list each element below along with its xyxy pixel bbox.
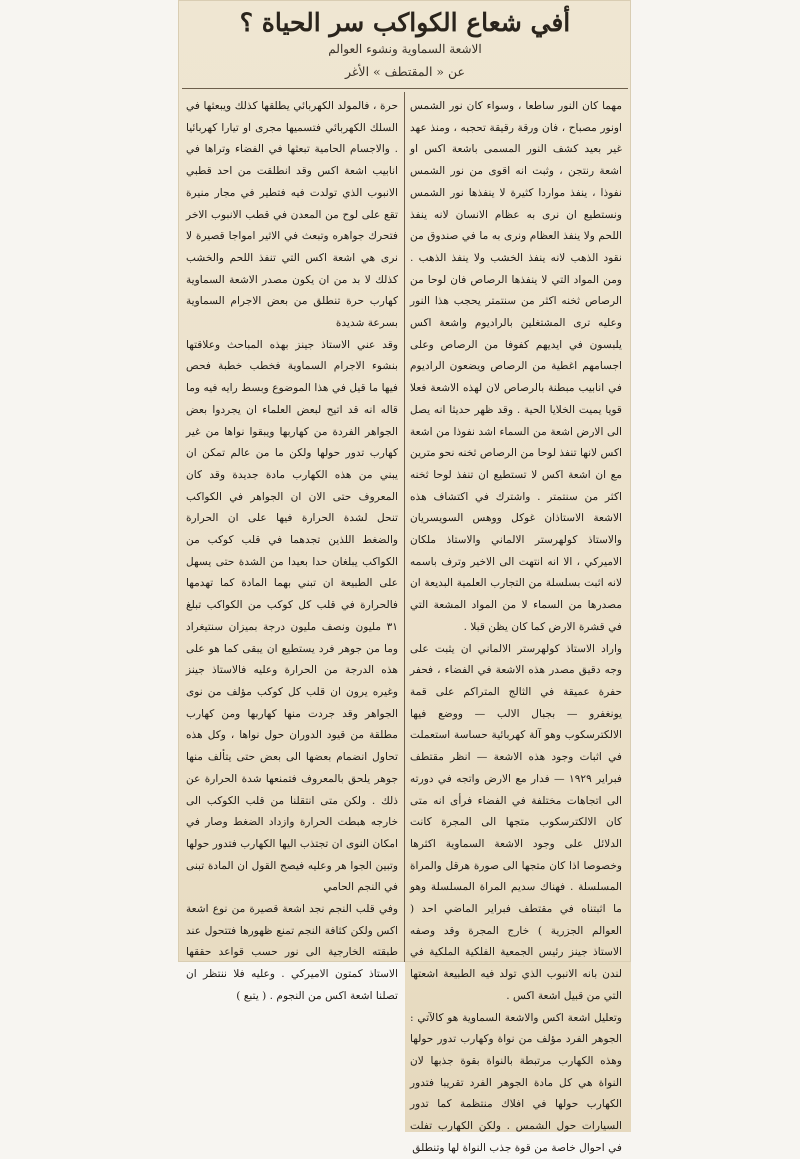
paragraph: مهما كان النور ساطعا ، وسواء كان نور الشمس اونور مصباح ، فان ورقة رقيقة تحجبه ، ومنذ عهد غير بعيد كشف النور المسمى باشعة اكس او اشعة رنتجن ، وثبت انه اقوى من نور الشمس نفوذا ، ينفذ مواردا كثيرة لا ينفذها نور الشمس ونستطيع ان نرى به عظام الانسان لانه ينفذ اللحم ولا ينفذ العظام ونرى به ما في صندوق من نقود الذهب لانه ينفذ الخشب ولا ينفذ الذهب . ومن المواد التي لا ينفذها الرصاص فان لوحا من الرصاص ثخنه اكثر من سنتمتر يحجب هذا النور وعليه ترى المشتغلين بالراديوم واشعة اكس يلبسون في ايديهم كفوفا من الرصاص وعلى اجسامهم اغطية من الرصاص ويضعون الراديوم في انابيب مبطنة بالرصاص لان لهذه الاشعة فعلا قويا يميت الخلايا الحية . وقد ظهر حديثا انه يصل الى الارض اشعة من السماء اشد نفوذا من اشعة اكس لانها تنفذ لوحا من الرصاص ثخنه نحو مترين مع ان اشعة اكس لا تستطيع ان تنفذ لوحا ثخنه اكثر من سنتمتر . واشترك في اكتشاف هذه الاشعة الاستاذان غوكل ووهس السويسريان والاستاذ كولهرستر الالماني والاستاذ ملكان الاميركي ، الا انه انتهت الى الاخير وترف باسمه لانه اثبت بسلسلة من التجارب العلمية البديعة ان مصدرها من السماء لا من المواد المشعة التي في قشرة الارض كما كان يظن قبلا . [410,100,622,633]
article-subtitle: الاشعة السماوية ونشوء العوالم [328,42,482,56]
article-source: عن « المقتطف » الأغر [345,64,465,79]
article-title: أفي شعاع الكواكب سر الحياة ؟ [239,8,571,37]
header-divider [182,88,628,89]
paragraph: واراد الاستاذ كولهرستر الالماني ان يثبت على وجه دقيق مصدر هذه الاشعة في الفضاء ، فحفر حفرة عميقة في الثالج المتراكم على قمة يونغفرو — بجبال الالب — ووضع فيها الالكترسكوب وهو آلة كهربائية حساسة استعملت في اثبات وجود هذه الاشعة — انظر مقتطف فبراير ١٩٢٩ — فدار مع الارض واتجه في دورته الى اتجاهات مختلفة في الفضاء فرأى انه متى كان الالكترسكوب متجها الى المجرة كانت الدلائل على وجود الاشعة السماوية اكثرها وخصوصا اذا كان متجها الى صورة هرقل والمراة المسلسلة . فهناك سديم المراة المسلسلة وهو ما اثبتناه في مقتطف فبراير الماضي احد ( العوالم الجزرية ) خارج المجرة وقد وصفه الاستاذ جينز رئيس الجمعية الفلكية الملكية في لندن بانه الانبوب الذي تولد فيه الطبيعة اشعتها التي من قبيل اشعة اكس . [410,642,622,1002]
article-column-left [186,96,398,1008]
paragraph: حرة ، فالمولد الكهربائي يطلقها كذلك ويبعثها في السلك الكهربائي فتسميها مجرى او تيارا كهربائيا . والاجسام الحامية تبعثها في الفضاء وتراها في انابيب اشعة اكس وقد انطلقت من احد قطبي الانبوب الذي تولدت فيه فتطير في مجار منيرة تقع على لوح من المعدن في قطب الانبوب الاخر فتحرك جواهره وتبعث في الاثير امواجا قصيرة لا نرى هي اشعة اكس التي تنفذ اللحم والخشب كذلك لا بد من ان يكون مصدر الاشعة السماوية كهارب حرة تنطلق من بعض الاجرام السماوية بسرعة شديدة [186,100,398,330]
paragraph: وتعليل اشعة اكس والاشعة السماوية هو كالآتي : الجوهر الفرد مؤلف من نواة وكهارب تدور حولها وهذه الكهارب مرتبطة بالنواة بقوة جذبها لان النواة هي كل مادة الجوهر الفرد تقريبا فتدور الكهارب حولها في افلاك منتظمة كما تدور السيارات حول الشمس . ولكن الكهارب تفلت في احوال خاصة من قوة جذب النواة لها وتنطلق [410,1011,622,1154]
paragraph: وقد عني الاستاذ جينز بهذه المباحث وعلاقتها بنشوء الاجرام السماوية فخطب خطبة فحص فيها ما قيل في هذا الموضوع وبسط رايه فيه وما قاله انه قد اتيح لبعض العلماء ان يجردوا بعض الجواهر الفردة من كهاربها ويبقوا نواها من غير كهارب تدور حولها ولكن ما من عالم تمكن ان يبني من هذه الكهارب مادة جديدة وقد كان المعروف حتى الان ان الجواهر في الكواكب تنحل لشدة الحرارة فيها على ان الحرارة والضغط اللذين تجدهما في قلب كوكب من الكواكب يبلغان حدا بعيدا من الشدة حتى يسهل على الطبيعة ان تبني بهما المادة كما تهدمها فالحرارة في قلب كل كوكب من الكواكب تبلغ ٣١ مليون ونصف مليون درجة بميزان سنتيغراد وما من جوهر فرد يستطيع ان يبقى كما هو على هذه الدرجة من الحرارة وعليه فالاستاذ جينز وغيره يرون ان قلب كل كوكب مؤلف من نوى الجواهر وقد جردت منها كهاربها ومن كهارب مطلقة من قيود الدوران حول نواها ، وكل هذه تحاول انضمام بعضها الى بعض حتى يتألف منها جوهر يلحق بالمعروف فتمنعها شدة الحرارة عن ذلك . ولكن متى انتقلنا من قلب الكوكب الى خارجه هبطت الحرارة وازداد الضغط وصار في امكان النوى ان تجتذب اليها الكهارب فتدور حولها وتبين الجوا هر وعليه فيصح القول ان المادة تبنى في النجم الحامي [186,338,398,894]
column-divider [404,92,405,962]
article-column-right [410,96,622,1159]
paragraph: وفي قلب النجم نجد اشعة قصيرة من نوع اشعة اكس ولكن كثافة النجم تمنع ظهورها فتتحول عند طبقته الخارجية الى نور حسب قواعد حققها الاستاذ كمتون الاميركي . وعليه فلا ننتظر ان تصلنا اشعة اكس من النجوم . ( يتبع ) [186,903,398,1002]
